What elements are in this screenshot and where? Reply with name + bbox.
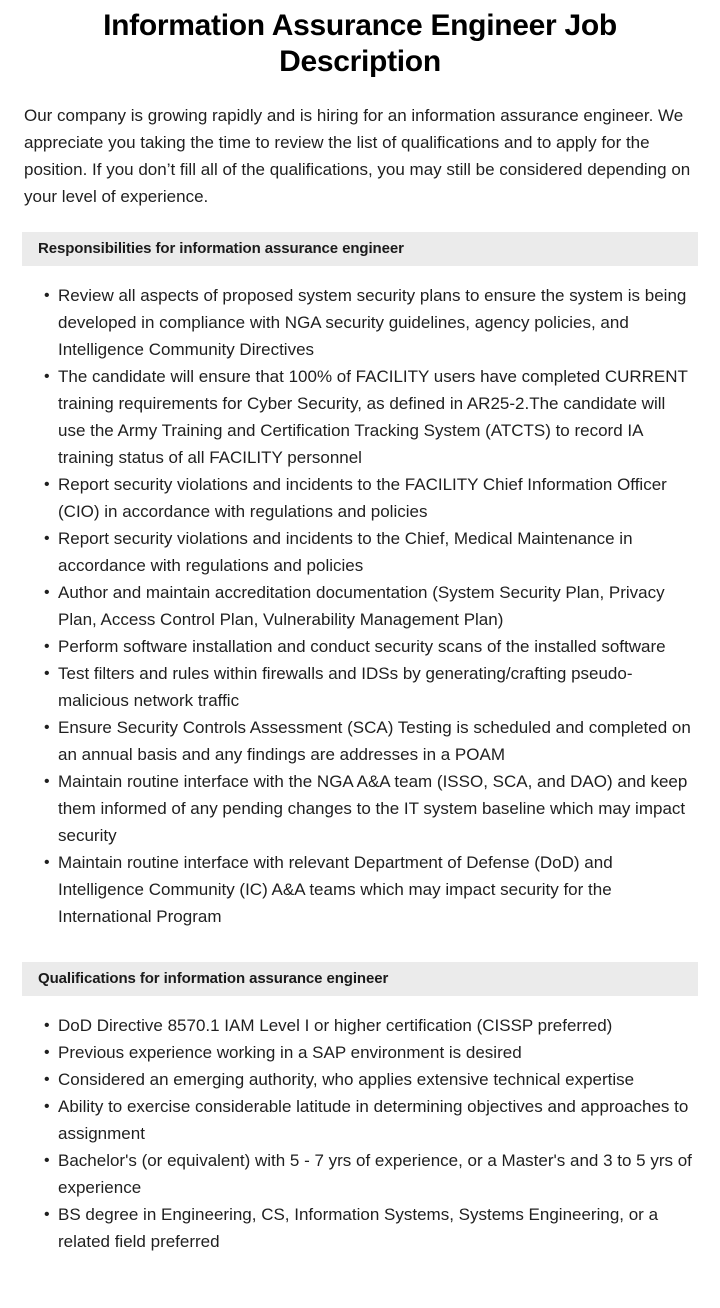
list-item: • BS degree in Engineering, CS, Information Systems, Systems Engineering, or a related field preferred — [58, 1201, 696, 1255]
list-item: • Considered an emerging authority, who applies extensive technical expertise — [58, 1066, 696, 1093]
list-item: • DoD Directive 8570.1 IAM Level I or higher certification (CISSP preferred) — [58, 1012, 696, 1039]
responsibilities-heading-label: Responsibilities for information assurance engineer — [38, 240, 404, 257]
list-item: • Maintain routine interface with relevant Department of Defense (DoD) and Intelligence Community (IC) A&A teams which may impact security for the International Program — [58, 849, 696, 930]
list-item: • Previous experience working in a SAP environment is desired — [58, 1039, 696, 1066]
list-item: • Report security violations and incidents to the Chief, Medical Maintenance in accordance with regulations and policies — [58, 525, 696, 579]
page-title: Information Assurance Engineer Job Description — [103, 9, 617, 78]
list-item: • Review all aspects of proposed system security plans to ensure the system is being developed in compliance with NGA security guidelines, agency policies, and Intelligence Community Directives — [58, 282, 696, 363]
list-item: • Report security violations and incidents to the FACILITY Chief Information Officer (CIO) in accordance with regulations and policies — [58, 471, 696, 525]
qualifications-section-header — [22, 962, 698, 996]
responsibilities-list — [0, 266, 720, 930]
responsibilities-section-header — [22, 232, 698, 266]
qualifications-heading-label: Qualifications for information assurance engineer — [38, 970, 389, 987]
page-bottom-padding — [0, 1255, 720, 1273]
responsibilities-section — [0, 232, 720, 930]
list-item: • The candidate will ensure that 100% of FACILITY users have completed CURRENT training requirements for Cyber Security, as defined in AR25-2.The candidate will use the Army Training and Certification Tracking System (ATCTS) to record IA training status of all FACILITY personnel — [58, 363, 696, 471]
section-divider-space — [0, 930, 720, 940]
list-item: • Ensure Security Controls Assessment (SCA) Testing is scheduled and completed on an annual basis and any findings are addresses in a POAM — [58, 714, 696, 768]
list-item: • Author and maintain accreditation documentation (System Security Plan, Privacy Plan, Access Control Plan, Vulnerability Management Plan) — [58, 579, 696, 633]
intro-paragraph: Our company is growing rapidly and is hiring for an information assurance engineer. We appreciate you taking the time to review the list of qualifications and to apply for the position. If you don’t fill all of the qualifications, you may still be considered depending on your level of experience. — [24, 106, 691, 206]
qualifications-section — [0, 962, 720, 1255]
qualifications-list — [0, 996, 720, 1255]
list-item: • Ability to exercise considerable latitude in determining objectives and approaches to assignment — [58, 1093, 696, 1147]
list-item: • Test filters and rules within firewalls and IDSs by generating/crafting pseudo-malicious network traffic — [58, 660, 696, 714]
list-item: • Bachelor's (or equivalent) with 5 - 7 yrs of experience, or a Master's and 3 to 5 yrs of experience — [58, 1147, 696, 1201]
list-item: • Maintain routine interface with the NGA A&A team (ISSO, SCA, and DAO) and keep them informed of any pending changes to the IT system baseline which may impact security — [58, 768, 696, 849]
list-item: • Perform software installation and conduct security scans of the installed software — [58, 633, 696, 660]
